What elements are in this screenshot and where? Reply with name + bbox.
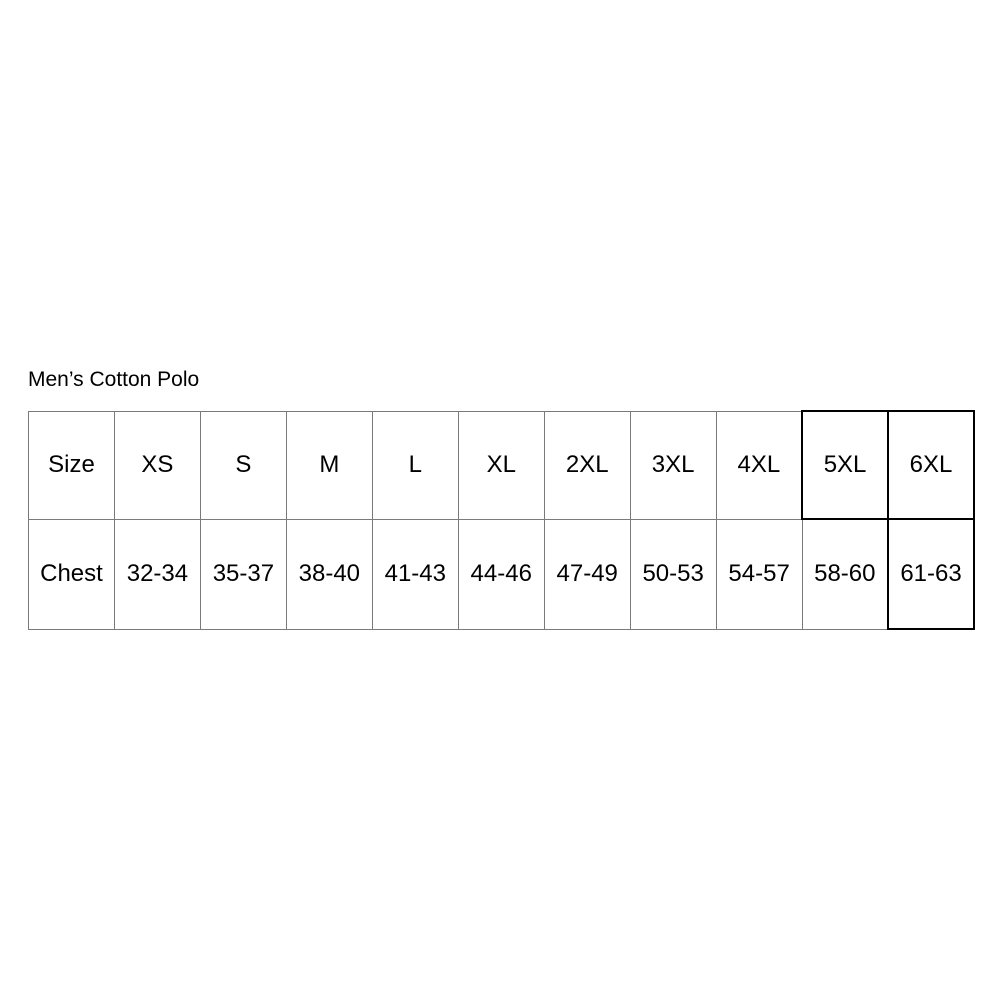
header-cell-s: S [200, 411, 286, 519]
size-header-row [29, 411, 975, 519]
chest-cell-m: 38-40 [286, 519, 372, 629]
size-chart-table [28, 410, 975, 630]
chest-cell-xs: 32-34 [114, 519, 200, 629]
header-cell-m: M [286, 411, 372, 519]
chest-cell-label: Chest [29, 519, 115, 629]
chest-cell-4xl: 54-57 [716, 519, 802, 629]
header-cell-l: L [372, 411, 458, 519]
chest-cell-l: 41-43 [372, 519, 458, 629]
chest-row [29, 519, 975, 629]
chest-cell-2xl: 47-49 [544, 519, 630, 629]
header-cell-4xl: 4XL [716, 411, 802, 519]
size-chart-body [29, 411, 975, 629]
chest-cell-6xl: 61-63 [888, 519, 974, 629]
size-chart-title: Men’s Cotton Polo [28, 368, 200, 391]
header-cell-size: Size [29, 411, 115, 519]
header-cell-2xl: 2XL [544, 411, 630, 519]
header-cell-xs: XS [114, 411, 200, 519]
chest-cell-5xl: 58-60 [802, 519, 888, 629]
chest-cell-3xl: 50-53 [630, 519, 716, 629]
header-cell-3xl: 3XL [630, 411, 716, 519]
chest-cell-xl: 44-46 [458, 519, 544, 629]
header-cell-5xl: 5XL [802, 411, 888, 519]
header-cell-xl: XL [458, 411, 544, 519]
header-cell-6xl: 6XL [888, 411, 974, 519]
chest-cell-s: 35-37 [200, 519, 286, 629]
